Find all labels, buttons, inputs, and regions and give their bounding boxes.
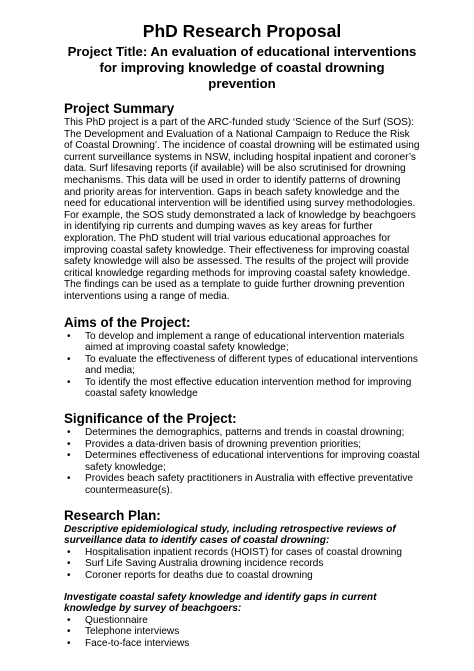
research-plan-heading: Research Plan:	[64, 507, 161, 523]
plan-item-text: Hospitalisation inpatient records (HOIST) for cases of coastal drowning	[85, 546, 402, 558]
project-summary-heading: Project Summary	[64, 101, 175, 116]
significance-list	[64, 427, 420, 497]
list-item	[64, 638, 420, 650]
research-plan-block-2	[64, 592, 420, 650]
plan-item-text: Face-to-face interviews	[85, 637, 190, 649]
plan-block-intro: Descriptive epidemiological study, including retrospective reviews of surveillance data to identify cases of coastal drowning:	[64, 523, 396, 547]
bullet-icon: •	[67, 473, 71, 485]
bullet-icon: •	[67, 427, 71, 439]
bullet-icon: •	[67, 558, 71, 570]
aim-text: To identify the most effective education intervention method for improving coastal safety knowledge	[85, 376, 412, 400]
list-item	[64, 615, 420, 627]
bullet-icon: •	[67, 450, 71, 462]
bullet-icon: •	[67, 438, 71, 450]
plan-item-text: Telephone interviews	[85, 626, 180, 638]
research-plan-section	[64, 508, 420, 650]
plan-item-text: Coroner reports for deaths due to coastal drowning	[85, 570, 313, 581]
bullet-icon: •	[67, 614, 71, 626]
bullet-icon: •	[67, 626, 71, 638]
significance-heading: Significance of the Project:	[64, 411, 237, 427]
list-item	[64, 354, 420, 377]
plan-block-intro: Investigate coastal safety knowledge and identify gaps in current knowledge by survey of beachgoers:	[64, 591, 377, 615]
significance-text: Provides beach safety practitioners in Australia with effective preventative countermeasure(s).	[85, 473, 414, 497]
list-item	[64, 377, 420, 400]
significance-text: Determines effectiveness of educational interventions for improving coastal safety knowledge;	[85, 450, 420, 473]
list-item	[64, 450, 420, 473]
bullet-icon: •	[67, 376, 71, 388]
list-item	[64, 570, 420, 582]
list-item	[64, 439, 420, 451]
list-item	[64, 473, 420, 496]
significance-text: Determines the demographics, patterns and trends in coastal drowning;	[85, 427, 405, 439]
list-item	[64, 626, 420, 638]
research-plan-block-1	[64, 524, 420, 582]
significance-text: Provides a data-driven basis of drowning prevention priorities;	[85, 438, 362, 450]
aim-text: To develop and implement a range of educational intervention materials aimed at improving coastal safety knowledge;	[85, 330, 405, 354]
bullet-icon: •	[67, 637, 71, 649]
plan-block-2-list	[64, 615, 420, 650]
significance-section	[64, 411, 420, 497]
document-title: PhD Research Proposal	[142, 21, 342, 41]
aims-list	[64, 331, 420, 401]
plan-item-text: Questionnaire	[85, 614, 148, 626]
list-item	[64, 427, 420, 439]
project-summary-text: This PhD project is a part of the ARC-funded study ‘Science of the Surf (SOS): The Development and Evaluation of a National Campaign to Reduce the Risk of Coastal Drowning’. The incidence of coastal drowning will be estimated using current surveillance systems in NSW, including hospital inpatient and coroner’s data. Surf lifesaving reports (if available) will be also scrutinised for drowning mechanisms. This data will be used in order to identify patterns of drowning and priority areas for intervention. Gaps in beach safety knowledge and the need for educational intervention will be identified using survey methodologies. For example, the SOS study demonstrated a lack of knowledge by beachgoers in identifying rip currents and dumping waves as key areas for further exploration. The PhD student will trial various educational approaches for improving coastal safety knowledge. Their effectiveness for improving coastal safety knowledge will also be assessed. The results of the project will provide critical knowledge regarding methods for improving coastal safety knowledge. The findings can be used as a template to guide further drowning prevention interventions using a range of media.	[64, 117, 420, 302]
plan-block-1-list	[64, 547, 420, 582]
list-item	[64, 547, 420, 559]
plan-item-text: Surf Life Saving Australia drowning incidence records	[85, 558, 324, 570]
bullet-icon: •	[67, 353, 71, 365]
aims-section	[64, 315, 420, 401]
project-summary-section	[64, 101, 420, 303]
aims-heading: Aims of the Project:	[64, 314, 191, 330]
bullet-icon: •	[67, 330, 71, 342]
bullet-icon: •	[67, 570, 71, 581]
bullet-icon: •	[67, 546, 71, 558]
list-item	[64, 331, 420, 354]
list-item	[64, 558, 420, 570]
project-title: Project Title: An evaluation of educational interventions for improving knowledge of coastal drowning prevention	[67, 44, 417, 91]
aim-text: To evaluate the effectiveness of different types of educational interventions and media;	[85, 353, 418, 377]
